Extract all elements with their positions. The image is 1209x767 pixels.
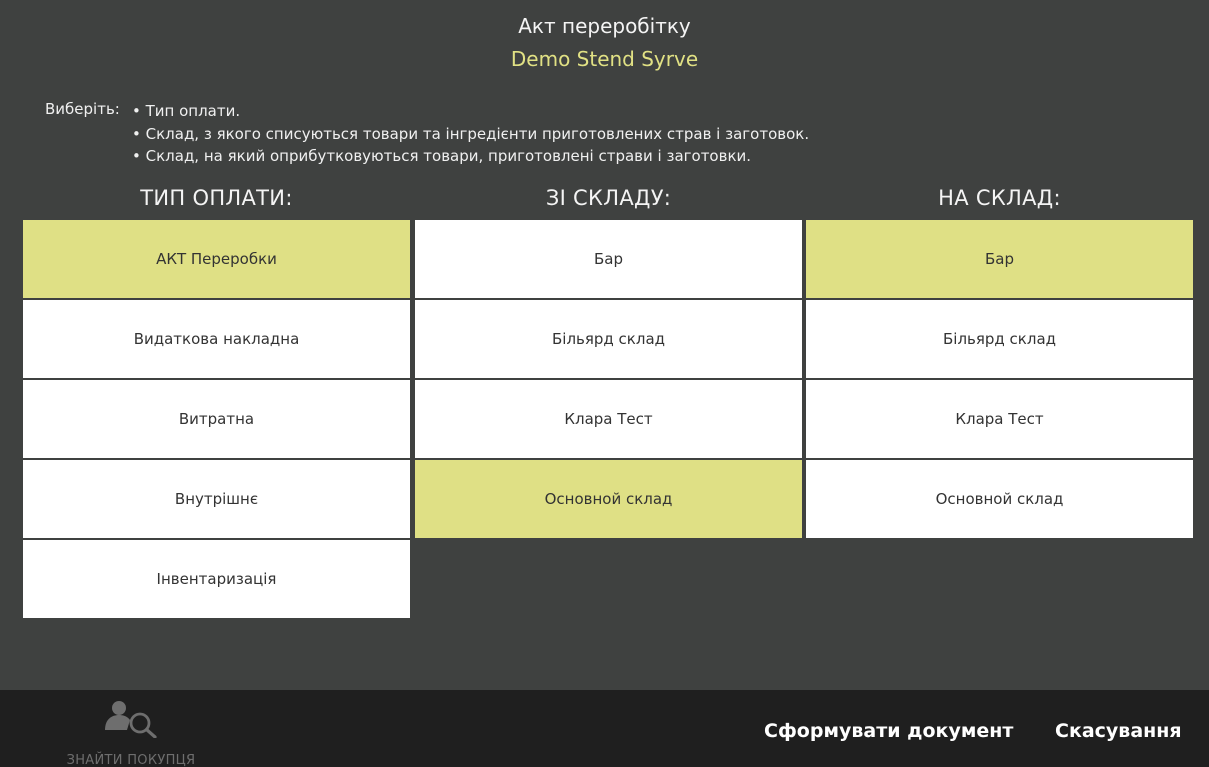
from-store-option[interactable]: Клара Тест: [415, 380, 802, 458]
cancel-button[interactable]: Скасування: [1055, 720, 1182, 742]
payment-type-option[interactable]: АКТ Переробки: [23, 220, 410, 298]
from-store-list: [415, 220, 802, 538]
from-store-option[interactable]: Основной склад: [415, 460, 802, 538]
payment-type-option[interactable]: Внутрішнє: [23, 460, 410, 538]
page-title: Акт переробітку: [518, 14, 691, 38]
find-customer-button[interactable]: [56, 698, 206, 766]
user-search-icon: [105, 698, 157, 738]
from-store-heading: ЗІ СКЛАДУ:: [545, 186, 672, 210]
find-customer-label: ЗНАЙТИ ПОКУПЦЯ: [66, 753, 196, 767]
create-document-button[interactable]: Сформувати документ: [764, 720, 1014, 742]
from-store-option[interactable]: Бар: [415, 220, 802, 298]
payment-type-option[interactable]: Витратна: [23, 380, 410, 458]
instruction-item: • Склад, з якого списуються товари та інгредієнти приготовлених страв і заготовок.: [132, 123, 809, 146]
payment-type-option[interactable]: Видаткова накладна: [23, 300, 410, 378]
page-subtitle: Demo Stend Syrve: [510, 47, 699, 71]
to-store-list: [806, 220, 1193, 538]
to-store-heading: НА СКЛАД:: [938, 186, 1061, 210]
from-store-option[interactable]: Більярд склад: [415, 300, 802, 378]
payment-type-list: [23, 220, 410, 618]
to-store-option[interactable]: Клара Тест: [806, 380, 1193, 458]
payment-type-option[interactable]: Інвентаризація: [23, 540, 410, 618]
to-store-option[interactable]: Більярд склад: [806, 300, 1193, 378]
instruction-item: • Тип оплати.: [132, 100, 809, 123]
instruction-item: • Склад, на який оприбутковуються товари, приготовлені страви і заготовки.: [132, 145, 809, 168]
footer-bar: [0, 690, 1209, 767]
instructions-list: [132, 100, 809, 168]
payment-type-heading: ТИП ОПЛАТИ:: [140, 186, 293, 210]
to-store-option[interactable]: Основной склад: [806, 460, 1193, 538]
to-store-option[interactable]: Бар: [806, 220, 1193, 298]
instructions-label: Виберіть:: [45, 100, 120, 118]
